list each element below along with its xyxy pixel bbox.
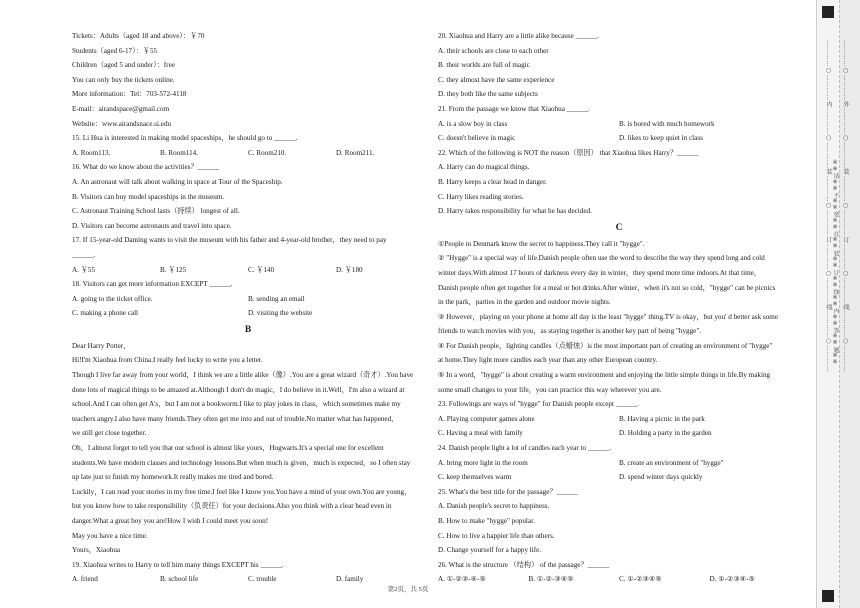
option: D. Visitors can become astronauts and travel into space. — [72, 221, 232, 230]
letter-line: Hi!I'm Xiaohua from China.I really feel lucky to write you a letter. — [72, 356, 263, 365]
letter-line: teachers angry.I also have many friends.They often get me into and out of trouble.No matter what has happened， — [72, 414, 399, 423]
option: C. keep themselves warm — [438, 473, 512, 482]
option: A. Playing computer games alone — [438, 414, 535, 423]
letter-line: school.And I can often get A's，but I am not a bookworm.I like to play jokes in class，which sometimes make my — [72, 400, 401, 409]
ticket-info-line: More information：Tel：703-572-4118 — [72, 90, 187, 99]
question-23-options — [438, 426, 800, 441]
left-column — [72, 29, 424, 587]
letter-line: danger.What a great boy you are!How I wish I could meet you soon! — [72, 517, 269, 525]
passage-line: friends to watch movies with you，as staying together is another key part of being "hygge". — [438, 327, 702, 336]
passage-line: in the park，parties in the garden and outdoor movie nights. — [438, 298, 611, 307]
section-c-heading: C — [615, 222, 623, 233]
binding-notice: ※※请※※不※※要※※在※※装※※订※※线※※内※※答※※题※※ — [832, 160, 838, 366]
question-21-options — [438, 131, 800, 146]
option: C. ①-②③④⑤ — [619, 575, 662, 584]
option: D. likes to keep quiet in class — [619, 134, 703, 143]
question-24-options — [438, 456, 800, 471]
option: C. ￥140 — [248, 265, 275, 274]
option: A. bring more light in the room — [438, 458, 528, 467]
option: D. Room211. — [336, 148, 375, 157]
letter-line: May you have a nice time. — [72, 531, 148, 540]
option: C. Astronaut Training School lasts（持续） longest of all. — [72, 207, 240, 216]
option: C. How to live a happier life than others. — [438, 531, 555, 540]
option: B. Room114. — [160, 148, 199, 157]
option: B. school life — [160, 575, 199, 584]
question-20-stem: 20. Xiaohua and Harry are a little alike because ______. — [438, 32, 599, 40]
option: A. An astronaut will talk about walking in space at Tour of the Spaceship. — [72, 177, 283, 186]
option: C. Room210. — [248, 148, 287, 157]
passage-line: ② "Hygge" is a special way of life.Danish people often use the word to describe the way they spend long and cold — [438, 254, 765, 263]
option: B. their worlds are full of magic — [438, 61, 530, 70]
option: A. ①-②③-④-⑤ — [438, 575, 486, 584]
option: B. create an environment of "hygge" — [619, 458, 724, 467]
ticket-info-line: Website：www.airandsnace.si.edu — [72, 119, 172, 128]
option: A. Room113. — [72, 148, 111, 157]
option: D. ①-②③④-⑤ — [709, 575, 755, 584]
option: D. ￥180 — [336, 265, 363, 274]
option: B. ①-②-③④⑤ — [528, 575, 574, 584]
option: B. ￥125 — [160, 265, 187, 274]
question-21-stem: 21. From the passage we know that Xiaohua ______. — [438, 104, 590, 113]
question-22-stem: 22. Which of the following is NOT the reason（原因） that Xiaohua likes Harry？______ — [438, 148, 699, 157]
corner-mark-bottom — [822, 590, 834, 602]
question-25-stem: 25. What's the best title for the passage？______ — [438, 487, 578, 496]
question-23-options — [438, 412, 800, 427]
ticket-info-line: E-mail：airandspace@gmail.com — [72, 104, 170, 113]
question-24-stem: 24. Danish people light a lot of candles each year to ______. — [438, 444, 612, 453]
letter-line: but you know how to take responsibility（负责任）for your decisions.Also you think with a clear head even in — [72, 502, 392, 511]
option: C. Having a meal with family — [438, 429, 523, 438]
passage-line: at home.They light more candles each year than any other European country. — [438, 356, 658, 365]
question-18-options — [72, 306, 424, 321]
option: A. is a slow boy in class — [438, 119, 508, 128]
passage-line: ④ For Danish people，lighting candles（点蜡烛）is the most important part of creating an environment of "hygge" — [438, 341, 773, 350]
question-16-stem: 16. What do we know about the activities？______ — [72, 163, 220, 172]
option: D. they both like the same subjects — [438, 90, 538, 99]
outer-band — [839, 0, 860, 608]
right-column — [438, 29, 800, 587]
option: D. Harry takes responsibility for what he has decided. — [438, 207, 592, 216]
option: B. is bored with much homework — [619, 119, 715, 128]
option: C. Harry likes reading stories. — [438, 192, 524, 201]
binding-margin — [816, 0, 860, 608]
outer-binding-text: …………○…………外…………○…………装…………○…………订…………○…………线…………○………… — [842, 40, 849, 372]
question-21-options — [438, 117, 800, 132]
page-footer: 第2页，共 5页 — [387, 586, 429, 593]
corner-mark-top — [822, 6, 834, 18]
letter-line: we still get close together. — [72, 429, 147, 438]
question-18-stem: 18. Visitors can get more information EXCEPT ______. — [72, 280, 233, 289]
ticket-info-line: Tickets：Adults（aged 18 and above）：￥70 — [72, 32, 205, 40]
letter-line: Oh，I almost forget to tell you that our school is almost like yours，Hogwarts.It's a special one for excellent — [72, 444, 384, 453]
option: A. their schools are close to each other — [438, 46, 549, 55]
passage-line: winter days.With almost 17 hours of darkness every day in winter，they spend more time indoors.At that time， — [438, 268, 761, 277]
letter-line: students.We have modern classes and technology lessons.But when much is given，much is expected，so I often stay — [72, 458, 411, 467]
question-17-stem: 17. If 15-year-old Daming wants to visit the museum with his father and 4-year-old brother，they need to pay — [72, 236, 387, 245]
option: C. trouble — [248, 575, 277, 584]
option: B. Having a picnic in the park — [619, 414, 705, 423]
option: B. Visitors can buy model spaceships in the museum. — [72, 192, 225, 201]
passage-line: ⑤ In a word，"hygge" is about creating a warm environment and enjoying the little simple things in life.By making — [438, 371, 771, 380]
option: A. friend — [72, 575, 98, 584]
letter-line: up late just to finish my homework.It really makes me tired and bored. — [72, 473, 274, 482]
question-15-stem: 15. Li Hua is interested in making model spaceships，he should go to ______. — [72, 134, 298, 143]
letter-line: done lots of magical things to be amazed at.Although I don't do magic，I do believe in it.Well，I'm also a wizard at — [72, 385, 405, 394]
ticket-info-line: Children（aged 5 and under）：free — [72, 61, 175, 70]
option: B. How to make "hygge" popular. — [438, 517, 535, 525]
section-b-heading: B — [244, 324, 252, 335]
question-15-options — [72, 146, 424, 161]
option: A. Danish people's secret to happiness. — [438, 502, 550, 511]
letter-line: Though I live far away from your world，I think we are a little alike（像）.You are a great wizard（奇才）.You have — [72, 371, 414, 380]
passage-line: some small changes to your life，you can practice this way wherever you are. — [438, 385, 662, 394]
ticket-info-line: You can only buy the tickets online. — [72, 75, 175, 84]
letter-signature: Yours，Xiaohua — [72, 546, 121, 555]
inner-binding-text: …………○…………内…………○…………装…………○…………订…………○…………线…………○………… — [825, 40, 832, 372]
passage-line: ③ However，playing on your phone at home all day is the least "hygge" thing.TV is okay，but you' d better ask some — [438, 312, 779, 321]
option: C. they almost have the same experience — [438, 75, 555, 84]
letter-line: Luckily，I can read your stories in my free time.I feel like I know you.You have a mind of your own.You are young， — [72, 487, 412, 496]
question-17-stem-continued: ______. — [72, 250, 96, 259]
option: D. visiting the website — [248, 309, 313, 318]
option: B. Harry keeps a clear head in danger. — [438, 177, 547, 186]
option: B. sending an email — [248, 294, 305, 303]
option: D. family — [336, 575, 364, 584]
option: C. making a phone call — [72, 309, 139, 318]
question-18-options — [72, 292, 424, 307]
letter-line: Dear Harry Potter， — [72, 341, 131, 350]
passage-line: ①People in Denmark know the secret to happiness.They call it "hygge". — [438, 239, 645, 248]
question-24-options — [438, 470, 800, 485]
option: A. Harry can do magical things. — [438, 163, 530, 172]
option: A. ￥55 — [72, 265, 96, 274]
passage-line: Danish people often get together for a meal or hot drinks.After winter，when it's not so cold，"hygge" can be picnics — [438, 283, 776, 292]
option: A. going to the ticket office. — [72, 294, 153, 303]
question-23-stem: 23. Followings are ways of "hygge" for Danish people except ______. — [438, 400, 639, 409]
option: C. doesn't believe in magic — [438, 134, 516, 143]
question-26-stem: 26. What is the structure （结构） of the passage？______ — [438, 560, 610, 569]
question-17-options — [72, 263, 424, 278]
option: D. Holding a party in the garden — [619, 429, 712, 438]
option: D. spend winter days quickly — [619, 473, 703, 482]
option: D. Change yourself for a happy life. — [438, 546, 542, 555]
ticket-info-line: Students（aged 6-17）：￥55 — [72, 46, 158, 55]
question-19-stem: 19. Xiaohua writes to Harry to tell him many things EXCEPT his ______. — [72, 560, 284, 569]
